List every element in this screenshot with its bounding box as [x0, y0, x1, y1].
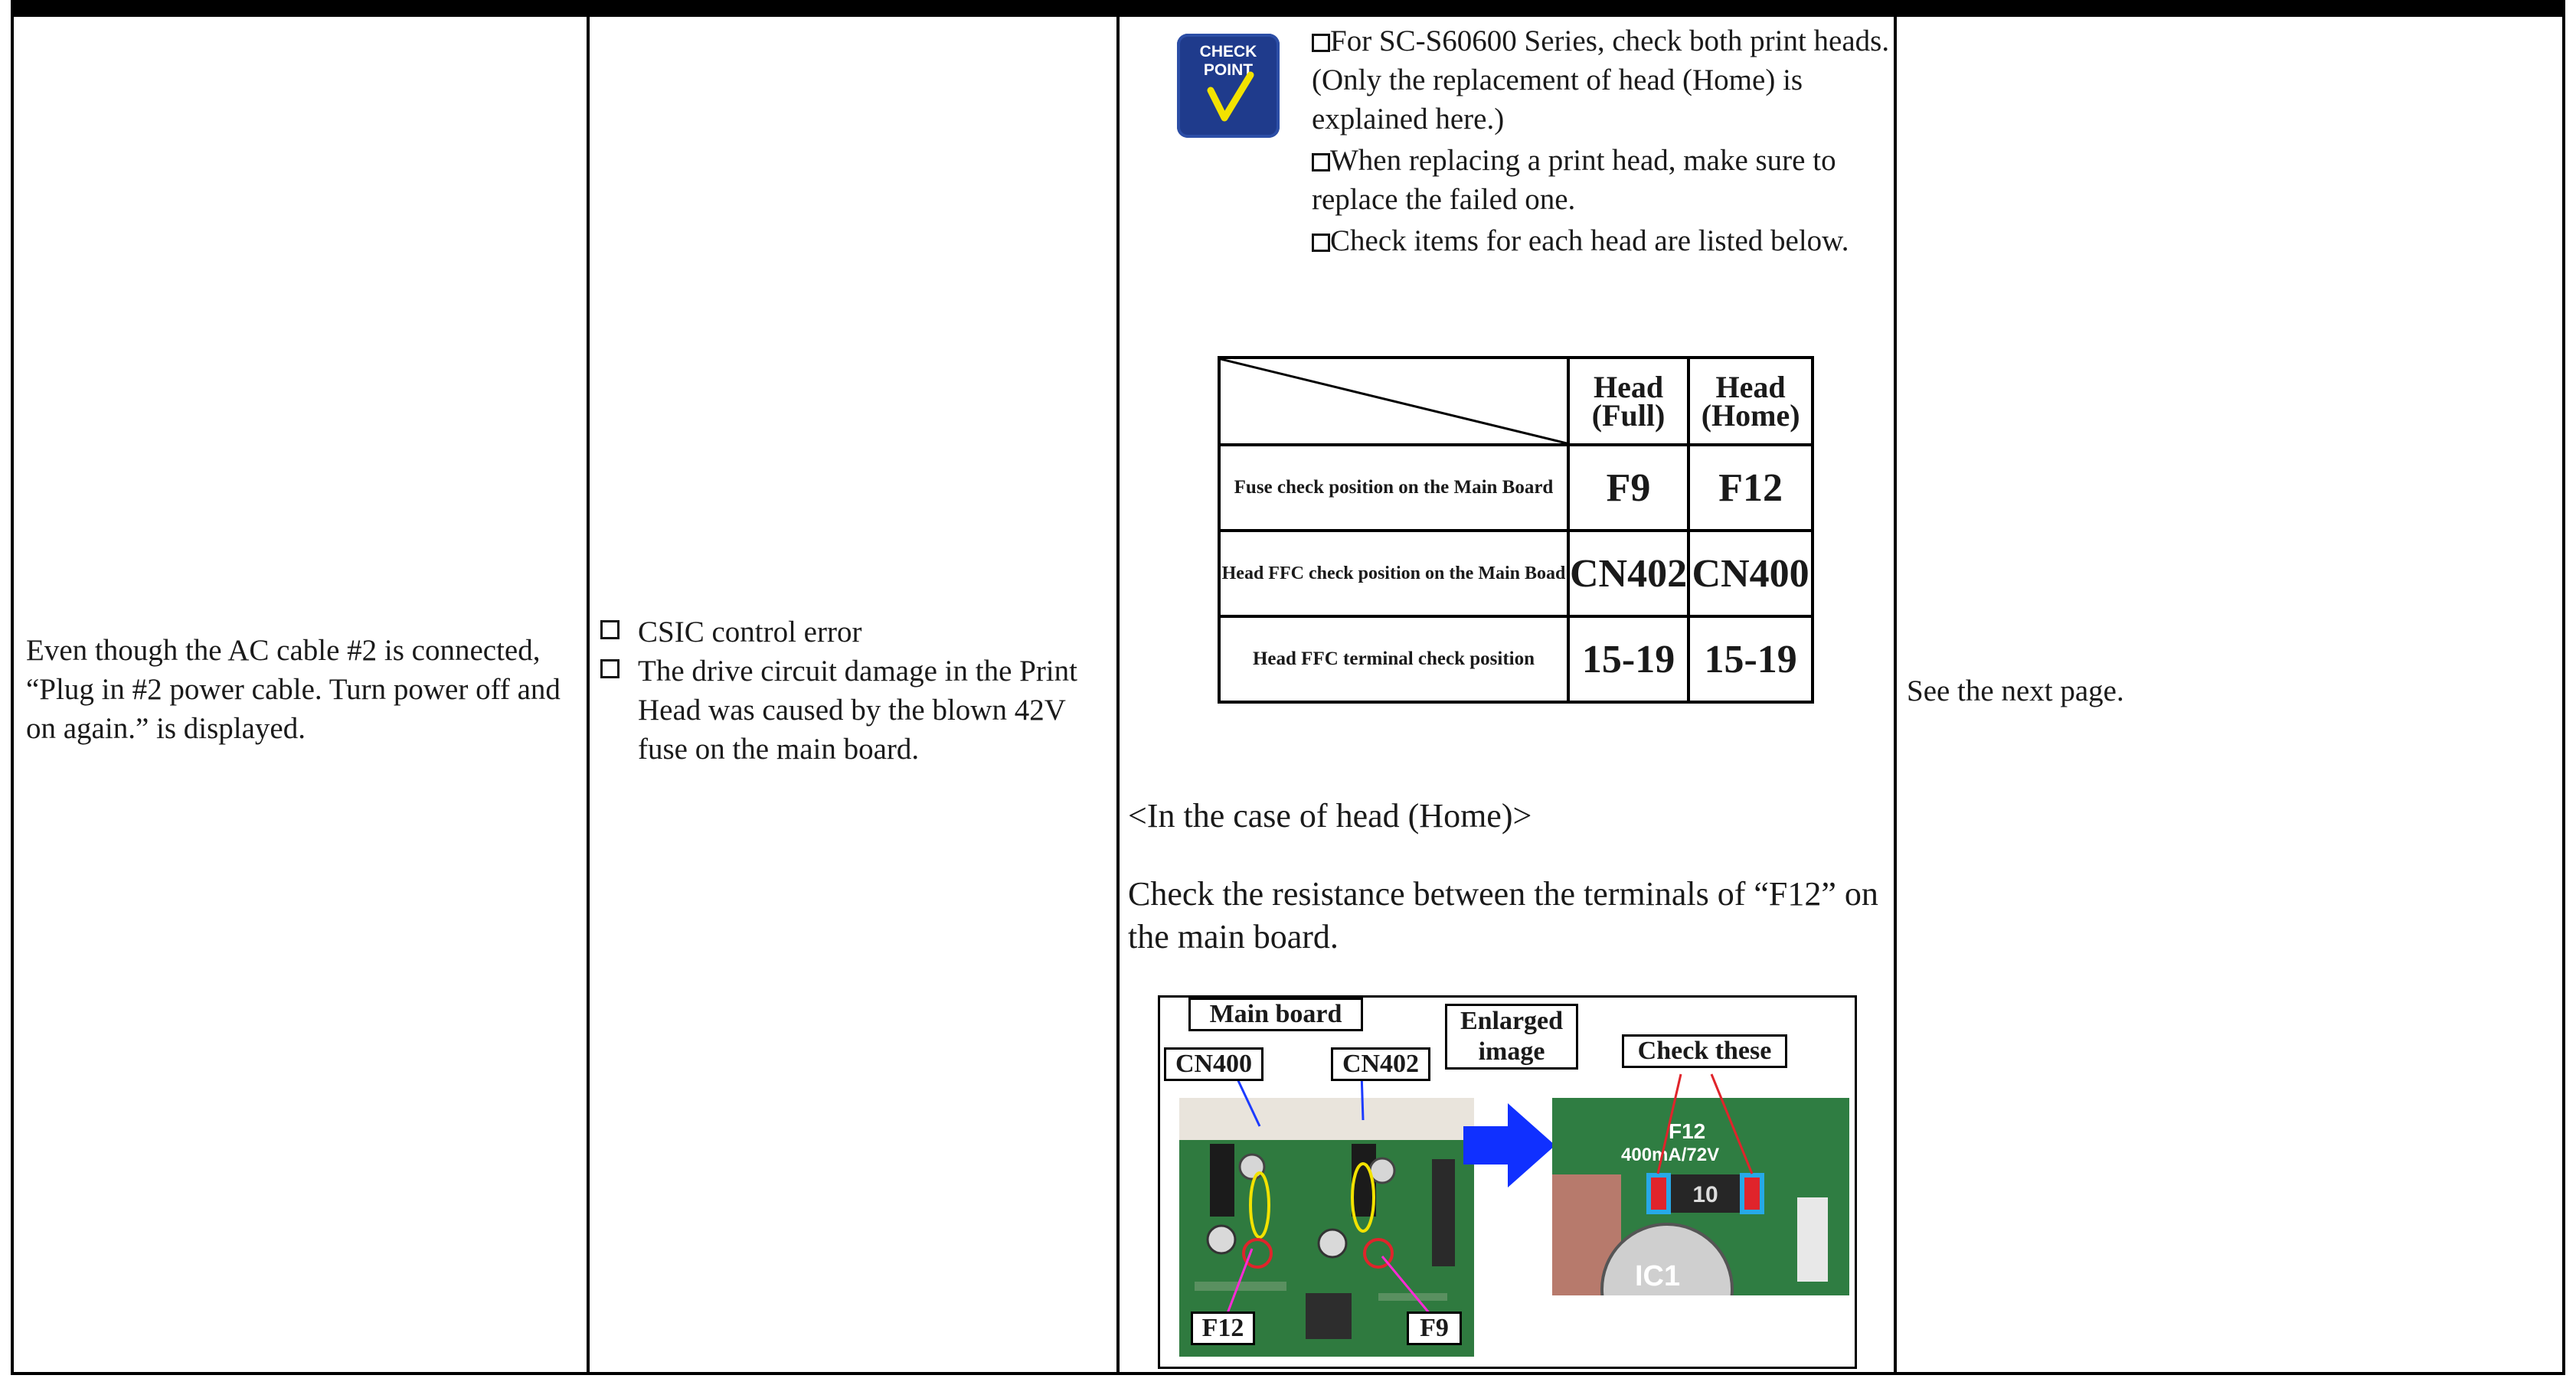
- check-point-icon: [1177, 34, 1280, 138]
- symptom-text: Even though the AC cable #2 is connected, “Plug in #2 power cable. Turn power off and on again.” is displayed.: [26, 634, 561, 745]
- board-figure: [1158, 995, 1857, 1369]
- list-item: [597, 612, 1118, 652]
- instruction-text: Check the resistance between the terminals of “F12” on the main board.: [1128, 875, 1878, 955]
- column-divider: [587, 0, 590, 1375]
- column-header-full: Head (Full): [1568, 358, 1688, 445]
- checkbox-square-icon: [1312, 234, 1330, 252]
- checkmark-icon: [1211, 75, 1250, 118]
- column-divider: [11, 0, 14, 1375]
- row-label: Fuse check position on the Main Board: [1219, 445, 1568, 531]
- check-point-label: POINT: [1203, 61, 1254, 79]
- remedy-text: See the next page.: [1907, 675, 2124, 707]
- f9-label: F9: [1407, 1312, 1462, 1345]
- note-item: [1312, 141, 1901, 219]
- list-item: [597, 652, 1118, 769]
- column-divider: [2562, 0, 2565, 1375]
- note-text: For SC-S60600 Series, check both print heads. (Only the replacement of head (Home) is explained here.): [1312, 24, 1890, 136]
- cell-value: F9: [1568, 445, 1688, 531]
- cell-value: 15-19: [1688, 616, 1813, 702]
- table-bottom-border: [11, 1372, 2565, 1375]
- cell-value: CN400: [1688, 531, 1813, 616]
- table-row: [1219, 616, 1813, 702]
- note-item: [1312, 221, 1901, 260]
- row-label: Head FFC check position on the Main Boad: [1219, 531, 1568, 616]
- checkbox-square-icon: [600, 620, 619, 639]
- cn402-label: CN402: [1331, 1047, 1430, 1081]
- checkbox-square-icon: [600, 659, 619, 678]
- cell-value: CN402: [1568, 531, 1688, 616]
- table-row: [1219, 445, 1813, 531]
- fuse-marking: 400mA/72V: [1621, 1145, 1720, 1165]
- diagonal-header-cell: [1219, 358, 1568, 445]
- table-header-row: [1219, 358, 1813, 445]
- enlarged-image-label: Enlarged image: [1445, 1004, 1578, 1070]
- table-row: [1219, 531, 1813, 616]
- cell-value: F12: [1688, 445, 1813, 531]
- cause-text: The drive circuit damage in the Print Head was caused by the blown 42V fuse on the main board.: [638, 655, 1077, 766]
- note-item: [1312, 21, 1901, 139]
- row-label: Head FFC terminal check position: [1219, 616, 1568, 702]
- checkbox-square-icon: [1312, 34, 1330, 52]
- check-point-notes: [1312, 21, 1901, 263]
- main-board-label: Main board: [1188, 998, 1363, 1031]
- svg-text:10: 10: [1692, 1182, 1718, 1207]
- cell-value: 15-19: [1568, 616, 1688, 702]
- note-text: Check items for each head are listed below.: [1330, 224, 1849, 257]
- check-these-label: Check these: [1622, 1034, 1787, 1068]
- cause-list: [597, 612, 1118, 769]
- case-heading: <In the case of head (Home)>: [1128, 797, 1532, 835]
- head-check-table: [1218, 356, 1814, 704]
- table-top-border: [11, 0, 2565, 17]
- checkbox-square-icon: [1312, 153, 1330, 171]
- cause-text: CSIC control error: [638, 616, 862, 648]
- note-text: When replacing a print head, make sure to replace the failed one.: [1312, 144, 1836, 216]
- ic-marking: IC1: [1635, 1260, 1681, 1292]
- cn400-label: CN400: [1164, 1047, 1263, 1081]
- diagonal-line: [1221, 359, 1567, 443]
- check-point-label: CHECK: [1199, 43, 1257, 60]
- fuse-marking: F12: [1669, 1119, 1706, 1143]
- f12-label: F12: [1191, 1312, 1255, 1345]
- column-header-home: Head (Home): [1688, 358, 1813, 445]
